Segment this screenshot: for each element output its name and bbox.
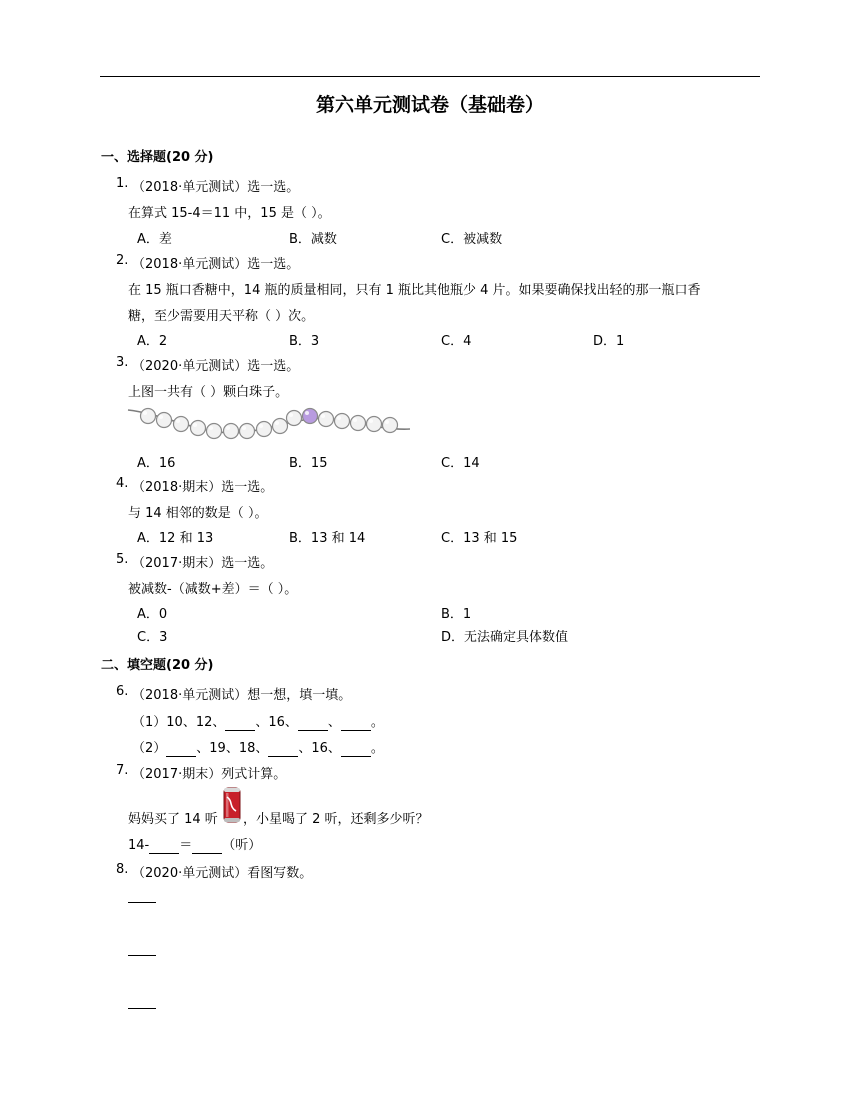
question-number: 7. bbox=[116, 763, 129, 778]
option-c[interactable]: C．3 bbox=[137, 630, 168, 645]
option-a[interactable]: A．16 bbox=[137, 456, 176, 471]
answer-blank[interactable] bbox=[166, 741, 196, 757]
answer-blank[interactable] bbox=[128, 955, 156, 956]
answer-blank[interactable] bbox=[192, 838, 222, 854]
question-stem: 被减数-（减数+差）＝（ ）。 bbox=[128, 582, 298, 597]
answer-blank[interactable] bbox=[341, 741, 371, 757]
question-source: （2018·期末）选一选。 bbox=[132, 480, 274, 495]
option-a[interactable]: A．12 和 13 bbox=[137, 531, 214, 546]
option-c[interactable]: C．被减数 bbox=[441, 232, 503, 247]
answer-blank[interactable] bbox=[128, 1008, 156, 1009]
question-source: （2017·期末）列式计算。 bbox=[132, 767, 287, 782]
question-stem: 与 14 相邻的数是（ ）。 bbox=[128, 506, 268, 521]
question-number: 3. bbox=[116, 355, 129, 370]
question-source: （2018·单元测试）选一选。 bbox=[132, 257, 300, 272]
question-source: （2018·单元测试）想一想，填一填。 bbox=[132, 688, 352, 703]
answer-blank[interactable] bbox=[268, 741, 298, 757]
option-b[interactable]: B．减数 bbox=[289, 232, 337, 247]
option-c[interactable]: C．13 和 15 bbox=[441, 531, 518, 546]
question-source: （2020·单元测试）选一选。 bbox=[132, 359, 300, 374]
question-number: 1. bbox=[116, 176, 129, 191]
answer-blank[interactable] bbox=[128, 902, 156, 903]
question-number: 4. bbox=[116, 476, 129, 491]
page-title: 第六单元测试卷（基础卷） bbox=[315, 94, 544, 116]
option-a[interactable]: A．0 bbox=[137, 607, 168, 622]
option-a[interactable]: A．2 bbox=[137, 334, 168, 349]
option-d[interactable]: D．无法确定具体数值 bbox=[441, 630, 569, 645]
question-stem-line1: 在 15 瓶口香糖中，14 瓶的质量相同，只有 1 瓶比其他瓶少 4 片。如果要确保找出轻的那一瓶口香 bbox=[128, 283, 701, 298]
option-a[interactable]: A．差 bbox=[137, 232, 172, 247]
soda-can-icon bbox=[221, 785, 243, 825]
question-stem: 在算式 15-4＝11 中，15 是（ ）。 bbox=[128, 206, 331, 221]
answer-blank[interactable] bbox=[149, 838, 179, 854]
question-source: （2020·单元测试）看图写数。 bbox=[132, 866, 313, 881]
option-b[interactable]: B．13 和 14 bbox=[289, 531, 366, 546]
question-source: （2017·期末）选一选。 bbox=[132, 556, 274, 571]
top-rule bbox=[100, 76, 760, 77]
option-c[interactable]: C．4 bbox=[441, 334, 472, 349]
question-source: （2018·单元测试）选一选。 bbox=[132, 180, 300, 195]
fill-line-2: （2） 、19、18、 、16、 。 bbox=[132, 741, 384, 756]
option-c[interactable]: C．14 bbox=[441, 456, 480, 471]
answer-blank[interactable] bbox=[298, 715, 328, 731]
question-number: 5. bbox=[116, 552, 129, 567]
question-number: 8. bbox=[116, 862, 129, 877]
option-b[interactable]: B．1 bbox=[441, 607, 472, 622]
question-number: 6. bbox=[116, 684, 129, 699]
option-b[interactable]: B．3 bbox=[289, 334, 320, 349]
formula-line: 14- ＝ （听） bbox=[128, 838, 262, 853]
bead-string-icon bbox=[126, 400, 412, 442]
answer-blank[interactable] bbox=[225, 715, 255, 731]
answer-blank[interactable] bbox=[341, 715, 371, 731]
question-number: 2. bbox=[116, 253, 129, 268]
question-stem-b: ，小星喝了 2 听，还剩多少听？ bbox=[243, 812, 429, 827]
fill-line-1: （1）10、12、 、16、 、 。 bbox=[132, 715, 384, 730]
option-b[interactable]: B．15 bbox=[289, 456, 328, 471]
section-heading-fill: 二、填空题(20 分) bbox=[101, 658, 214, 673]
question-stem-line2: 糖，至少需要用天平称（ ）次。 bbox=[128, 309, 315, 324]
question-stem-a: 妈妈买了 14 听 bbox=[128, 812, 218, 827]
question-stem: 上图一共有（ ）颗白珠子。 bbox=[128, 385, 289, 400]
option-d[interactable]: D．1 bbox=[593, 334, 625, 349]
section-heading-choice: 一、选择题(20 分) bbox=[101, 150, 214, 165]
